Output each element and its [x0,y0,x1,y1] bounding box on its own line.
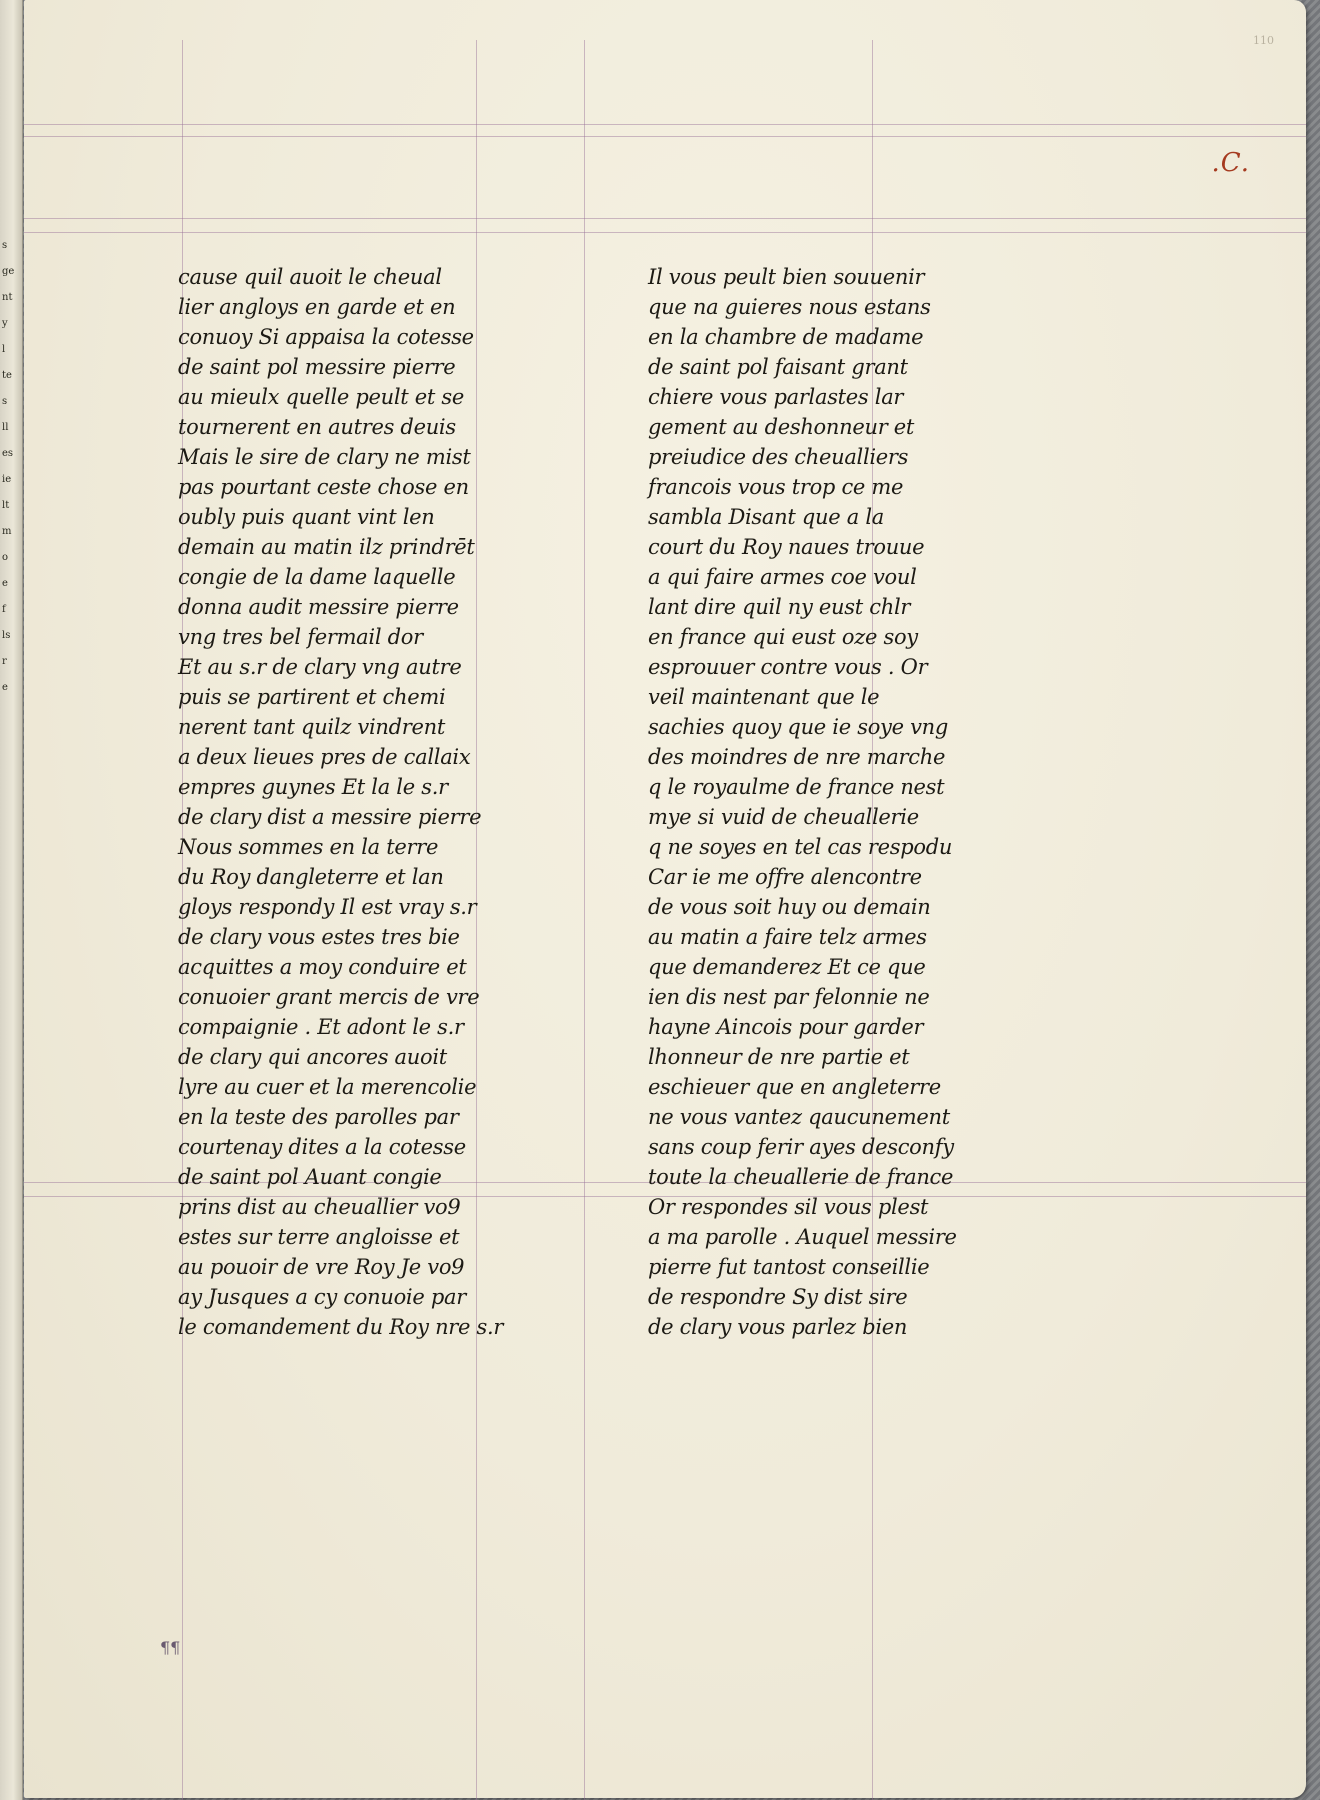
facing-page-fragment: e [2,578,8,589]
facing-page-fragment: e [2,682,8,693]
ruling-line-horizontal [24,232,1306,233]
text-line: de clary vous parlez bien [648,1315,908,1339]
text-line: a deux lieues pres de callaix [178,745,471,769]
text-line: chiere vous parlastes lar [648,385,904,409]
facing-page-fragment: es [2,448,14,459]
text-line: en la chambre de madame [648,325,924,349]
text-line: Il vous peult bien souuenir [648,265,925,289]
text-line: q le royaulme de france nest [648,775,945,799]
text-line: estes sur terre angloisse et [178,1225,460,1249]
facing-page-fragment: s [2,240,8,251]
text-line: compaignie . Et adont le s.r [178,1015,464,1039]
text-line: en france qui eust oze soy [648,625,918,649]
text-line: Mais le sire de clary ne mist [178,445,471,469]
text-line: le comandement du Roy nre s.r [178,1315,504,1339]
text-line: gement au deshonneur et [648,415,915,439]
facing-page-fragment: ls [2,630,11,641]
text-line: veil maintenant que le [648,685,880,709]
text-line: acquittes a moy conduire et [178,955,467,979]
text-line: de clary qui ancores auoit [178,1045,447,1069]
text-line: courtenay dites a la cotesse [178,1135,466,1159]
text-line: hayne Aincois pour garder [648,1015,924,1039]
text-line: congie de la dame laquelle [178,565,456,589]
text-line: esprouuer contre vous . Or [648,655,928,679]
facing-page-fragment: y [2,318,8,329]
text-line: de saint pol Auant congie [178,1165,442,1189]
text-line: puis se partirent et chemi [178,685,446,709]
text-line: preiudice des cheualliers [648,445,909,469]
text-line: conuoy Si appaisa la cotesse [178,325,474,349]
text-line: lyre au cuer et la merencolie [178,1075,477,1099]
text-line: mye si vuid de cheuallerie [648,805,919,829]
text-line: pas pourtant ceste chose en [178,475,469,499]
facing-page-fragment: ie [2,474,12,485]
text-line: a ma parolle . Auquel messire [648,1225,957,1249]
text-line: de clary dist a messire pierre [178,805,482,829]
text-line: que na guieres nous estans [648,295,931,319]
text-line: de saint pol faisant grant [648,355,908,379]
quire-mark: .C. [1211,148,1250,178]
facing-page-fragment: ge [2,266,15,277]
text-line: en la teste des parolles par [178,1105,459,1129]
text-line: au pouoir de vre Roy Je vo9 [178,1255,465,1279]
facing-page-fragment: r [2,656,7,667]
facing-page-edge [0,0,23,1800]
text-line: demain au matin ilz prindrēt [178,535,475,559]
text-line: lier angloys en garde et en [178,295,456,319]
text-line: cause quil auoit le cheual [178,265,442,289]
text-line: de saint pol messire pierre [178,355,456,379]
text-line: des moindres de nre marche [648,745,946,769]
text-line: toute la cheuallerie de france [648,1165,954,1189]
text-line: lant dire quil ny eust chlr [648,595,911,619]
text-line: Car ie me offre alencontre [648,865,922,889]
text-column-left [178,262,558,1342]
text-line: de clary vous estes tres bie [178,925,460,949]
text-line: au matin a faire telz armes [648,925,927,949]
text-line: du Roy dangleterre et lan [178,865,444,889]
text-line: ien dis nest par felonnie ne [648,985,930,1009]
text-line: ne vous vantez qaucunement [648,1105,950,1129]
facing-page-fragment: ll [2,422,9,433]
text-line: prins dist au cheuallier vo9 [178,1195,461,1219]
facing-page-fragment: f [2,604,6,615]
text-line: conuoier grant mercis de vre [178,985,480,1009]
text-line: Nous sommes en la terre [178,835,439,859]
facing-page-fragment: l [2,344,6,355]
text-line: q ne soyes en tel cas respodu [648,835,953,859]
text-line: empres guynes Et la le s.r [178,775,448,799]
text-line: sachies quoy que ie soye vng [648,715,949,739]
text-column-right [648,262,1028,1342]
text-line: court du Roy naues trouue [648,535,925,559]
text-line: au mieulx quelle peult et se [178,385,465,409]
text-line: francois vous trop ce me [648,475,904,499]
facing-page-fragment: m [2,526,12,537]
margin-marks: ¶¶ [160,1638,181,1657]
text-line: sans coup ferir ayes desconfy [648,1135,954,1159]
text-line: oubly puis quant vint len [178,505,435,529]
ruling-line-horizontal [24,136,1306,137]
ruling-line-vertical [584,40,585,1800]
text-line: nerent tant quilz vindrent [178,715,445,739]
text-line: lhonneur de nre partie et [648,1045,910,1069]
text-line: de vous soit huy ou demain [648,895,931,919]
text-line: pierre fut tantost conseillie [648,1255,930,1279]
text-line: gloys respondy Il est vray s.r [178,895,477,919]
text-line: a qui faire armes coe voul [648,565,917,589]
text-line: Et au s.r de clary vng autre [178,655,462,679]
facing-page-fragment: lt [2,500,10,511]
text-line: Or respondes sil vous plest [648,1195,929,1219]
text-line: ay Jusques a cy conuoie par [178,1285,466,1309]
ruling-line-horizontal [24,218,1306,219]
text-line: donna audit messire pierre [178,595,459,619]
facing-page-fragment: o [2,552,9,563]
text-line: eschieuer que en angleterre [648,1075,941,1099]
text-line: que demanderez Et ce que [648,955,926,979]
manuscript-page [24,0,1306,1798]
facing-page-fragment: s [2,396,8,407]
text-line: vng tres bel fermail dor [178,625,423,649]
facing-page-fragment: te [2,370,12,381]
text-line: tournerent en autres deuis [178,415,456,439]
ruling-line-horizontal [24,124,1306,125]
folio-number: 110 [1253,34,1274,47]
text-line: sambla Disant que a la [648,505,884,529]
facing-page-fragment: nt [2,292,13,303]
text-line: de respondre Sy dist sire [648,1285,908,1309]
